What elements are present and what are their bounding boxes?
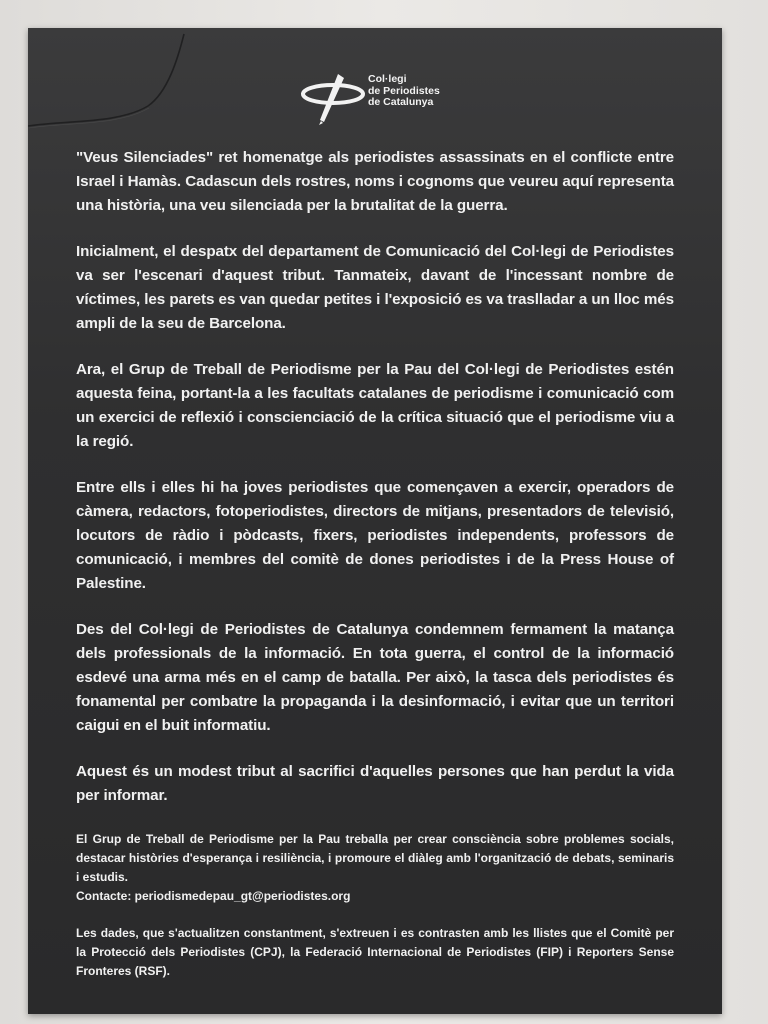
logo-line-1: Col·legi [368, 73, 407, 85]
logo-line-2: de Periodistes [368, 84, 440, 97]
paragraph-condemnation: Des del Col·legi de Periodistes de Catalunya condemnem fermament la matança dels professionals de la informació. En tota guerra, el control de la informació esdevé una arma més en el camp de batalla. Per això, la tasca dels periodistes és fonamental per combatre la propaganda i la desinformació, i evitar que un territori caigui en el buit informatiu. [76, 621, 674, 734]
logo-text [368, 74, 440, 109]
paper-crease [28, 28, 228, 148]
pen-logo-icon [300, 70, 366, 126]
paragraph-tribute: Aquest és un modest tribut al sacrifici d'aquelles persones que han perdut la vida per informar. [76, 763, 674, 804]
poster [28, 28, 722, 1014]
paragraph-origin: Inicialment, el despatx del departament de Comunicació del Col·legi de Periodistes va ser l'escenari d'aquest tribut. Tanmateix, davant de l'incessant nombre de víctimes, les parets es van quedar petites i l'exposició es va traslladar a un lloc més ampli de la seu de Barcelona. [76, 243, 674, 332]
group-note [76, 830, 674, 906]
paragraph-victims: Entre ells i elles hi ha joves periodistes que començaven a exercir, operadors de càmera, redactors, fotoperiodistes, directors de mitjans, presentadors de televisió, locutors de ràdio i pòdcasts, fixers, periodistes independents, professors de comunicació, i membres del comitè de dones periodistes i de la Press House of Palestine. [76, 479, 674, 592]
group-note-text: El Grup de Treball de Periodisme per la Pau treballa per crear consciència sobre problemes socials, destacar històries d'esperança i resiliència, i promoure el diàleg amb l'organització de debats, seminaris i estudis. [76, 832, 674, 884]
paragraph-intro: "Veus Silenciades" ret homenatge als periodistes assassinats en el conflicte entre Israel i Hamàs. Cadascun dels rostres, noms i cognoms que veureu aquí representa una història, una veu silenciada per la brutalitat de la guerra. [76, 149, 674, 214]
logo-line-3: de Catalunya [368, 96, 434, 108]
poster-text [76, 146, 674, 999]
college-logo [300, 70, 470, 126]
contact-email: Contacte: periodismedepau_gt@periodistes.org [76, 889, 351, 903]
sources-note: Les dades, que s'actualitzen constantment, s'extreuen i es contrasten amb les llistes que el Comitè per la Protecció dels Periodistes (CPJ), la Federació Internacional de Periodistes (FIP) i Reporters Sense Fronteres (RSF). [76, 926, 674, 978]
paragraph-extension: Ara, el Grup de Treball de Periodisme per la Pau del Col·legi de Periodistes estén aquesta feina, portant-la a les facultats catalanes de periodisme i comunicació com un exercici de reflexió i conscienciació de la crítica situació que el periodisme viu a la regió. [76, 361, 674, 450]
